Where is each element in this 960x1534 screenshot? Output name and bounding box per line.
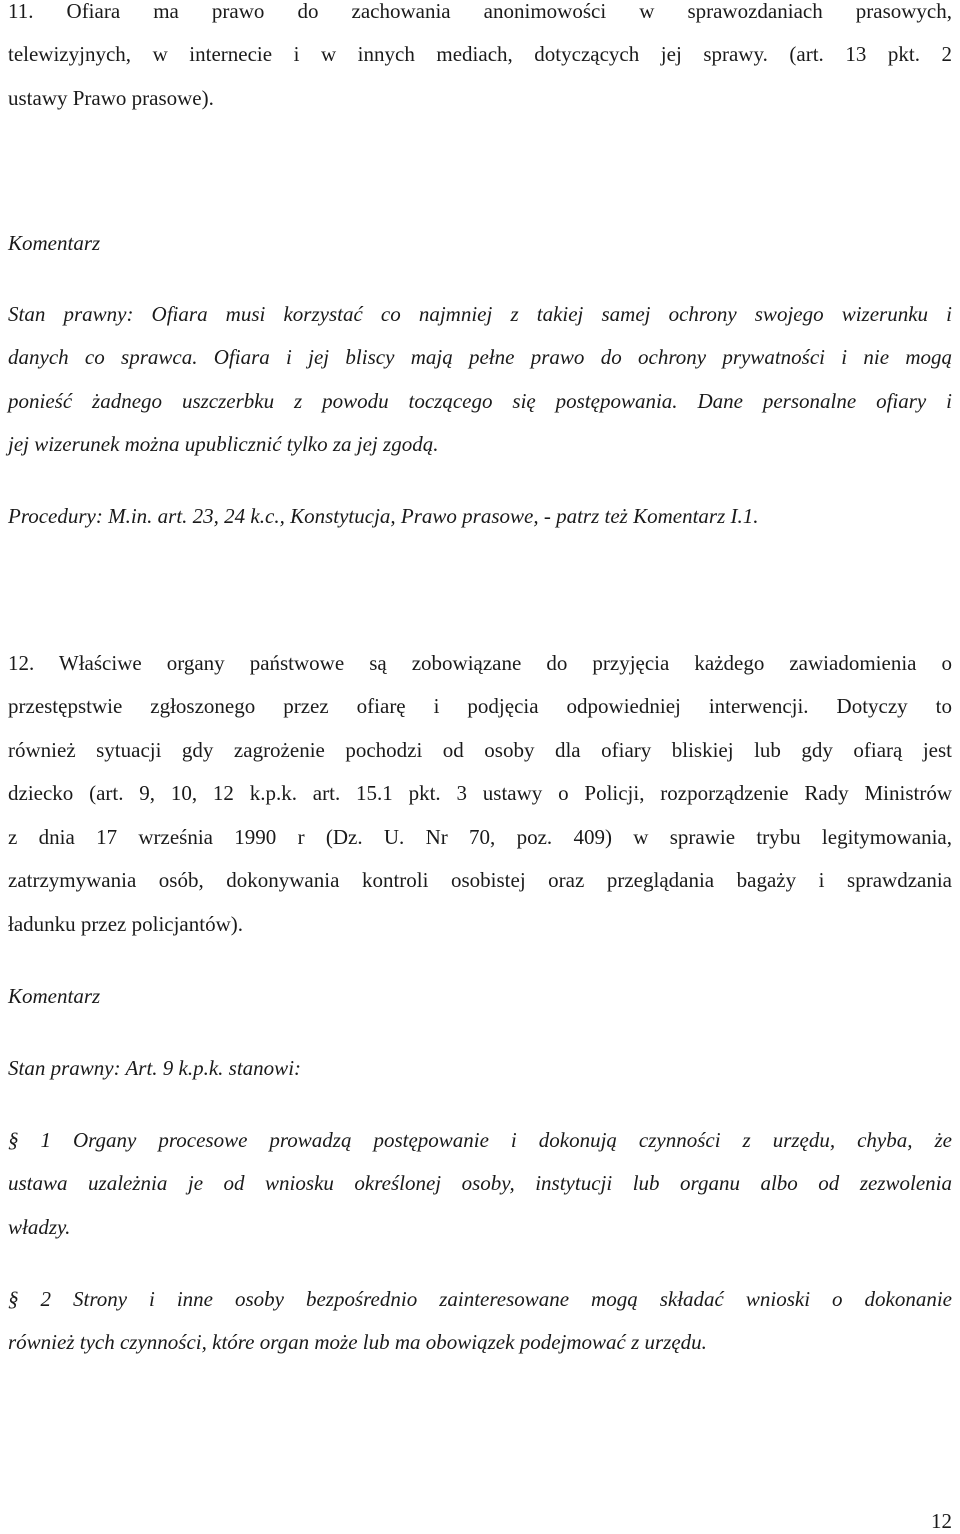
section-11-procedures: Procedury: M.in. art. 23, 24 k.c., Konstytucja, Prawo prasowe, - patrz też Komentarz I.1. xyxy=(8,504,759,528)
section-11-comment-line-4: jej wizerunek można upublicznić tylko za jej zgodą. xyxy=(8,432,439,456)
section-12-line-2: przestępstwie zgłoszonego przez ofiarę i podjęcia odpowiedniej interwencji. Dotyczy to xyxy=(8,694,952,718)
section-12-line-1: 12. Właściwe organy państwowe są zobowiązane do przyjęcia każdego zawiadomienia o xyxy=(8,651,952,675)
section-12-line-7: ładunku przez policjantów). xyxy=(8,912,243,936)
section-12-line-3: również sytuacji gdy zagrożenie pochodzi od osoby dla ofiary bliskiej lub gdy ofiarą jest xyxy=(8,738,952,762)
paragraph-2-line-2: również tych czynności, które organ może lub ma obowiązek podejmować z urzędu. xyxy=(8,1330,707,1354)
paragraph-2-line-1: § 2 Strony i inne osoby bezpośrednio zainteresowane mogą składać wnioski o dokonanie xyxy=(8,1287,952,1311)
page-number: 12 xyxy=(931,1509,952,1533)
section-12-legal-state: Stan prawny: Art. 9 k.p.k. stanowi: xyxy=(8,1056,302,1080)
paragraph-1-line-2: ustawa uzależnia je od wniosku określonej osoby, instytucji lub organu albo od zezwolenia xyxy=(8,1171,952,1195)
paragraph-1-line-3: władzy. xyxy=(8,1215,71,1239)
section-11-line-1: 11. Ofiara ma prawo do zachowania anonimowości w sprawozdaniach prasowych, xyxy=(8,0,952,23)
section-11-line-3: ustawy Prawo prasowe). xyxy=(8,86,214,110)
section-11-comment-line-1: Stan prawny: Ofiara musi korzystać co najmniej z takiej samej ochrony swojego wizerunku i xyxy=(8,302,952,326)
paragraph-1-line-1: § 1 Organy procesowe prowadzą postępowanie i dokonują czynności z urzędu, chyba, że xyxy=(8,1128,952,1152)
section-11-line-2: telewizyjnych, w internecie i w innych mediach, dotyczących jej sprawy. (art. 13 pkt. 2 xyxy=(8,42,952,66)
section-12-line-4: dziecko (art. 9, 10, 12 k.p.k. art. 15.1 pkt. 3 ustawy o Policji, rozporządzenie Rady Ministrów xyxy=(8,781,952,805)
section-12-line-5: z dnia 17 września 1990 r (Dz. U. Nr 70, poz. 409) w sprawie trybu legitymowania, xyxy=(8,825,952,849)
section-11-comment-line-2: danych co sprawca. Ofiara i jej bliscy mają pełne prawo do ochrony prywatności i nie mogą xyxy=(8,345,952,369)
section-11-comment-heading: Komentarz xyxy=(8,231,101,255)
section-12-comment-heading: Komentarz xyxy=(8,984,101,1008)
section-12-line-6: zatrzymywania osób, dokonywania kontroli osobistej oraz przeglądania bagaży i sprawdzania xyxy=(8,868,952,892)
section-11-comment-line-3: ponieść żadnego uszczerbku z powodu toczącego się postępowania. Dane personalne ofiary i xyxy=(8,389,952,413)
